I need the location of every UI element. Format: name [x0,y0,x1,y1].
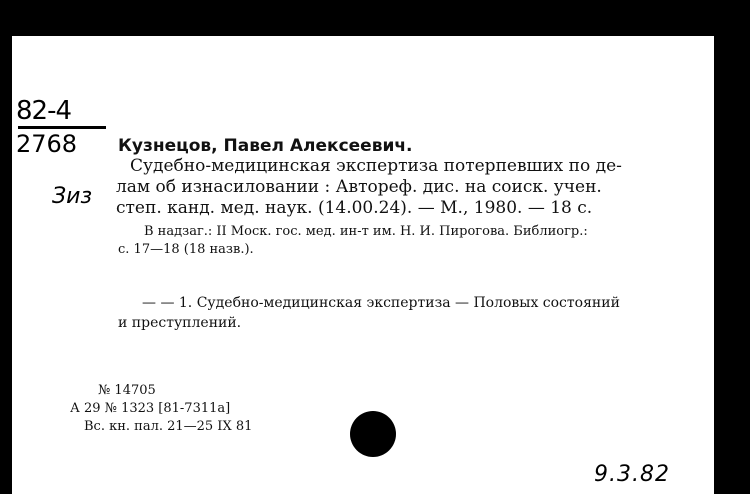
meta-line-2: А 29 № 1323 [81-7311а] [70,401,231,416]
meta-line-1: № 14705 [98,383,156,398]
punch-hole [350,411,396,457]
handwritten-date: 9.3.82 [594,462,670,487]
title-line-3: степ. канд. мед. наук. (14.00.24). — М., 1980. — 18 с. [116,198,593,218]
call-number-bottom: 2768 [16,130,78,158]
call-number-divider [18,126,106,129]
catalog-card [12,36,714,494]
call-number-top: 82-4 [16,96,72,126]
subject-line-1: — — 1. Судебно-медицинская экспертиза — Половых состояний [142,295,620,311]
author-heading: Кузнецов, Павел Алексеевич. [118,136,413,156]
notes-line-1: В надзаг.: II Моск. гос. мед. ин-т им. Н. И. Пирогова. Библиогр.: [144,224,588,239]
meta-line-3: Вс. кн. пал. 21—25 IX 81 [84,419,253,434]
title-line-2: лам об изнасиловании : Автореф. дис. на соиск. учен. [116,177,602,197]
notes-line-2: с. 17—18 (18 назв.). [118,242,254,257]
call-number-note: Зиз [52,184,93,209]
subject-line-2: и преступлений. [118,315,242,331]
title-line-1: Судебно-медицинская экспертиза потерпевших по де- [130,156,622,176]
